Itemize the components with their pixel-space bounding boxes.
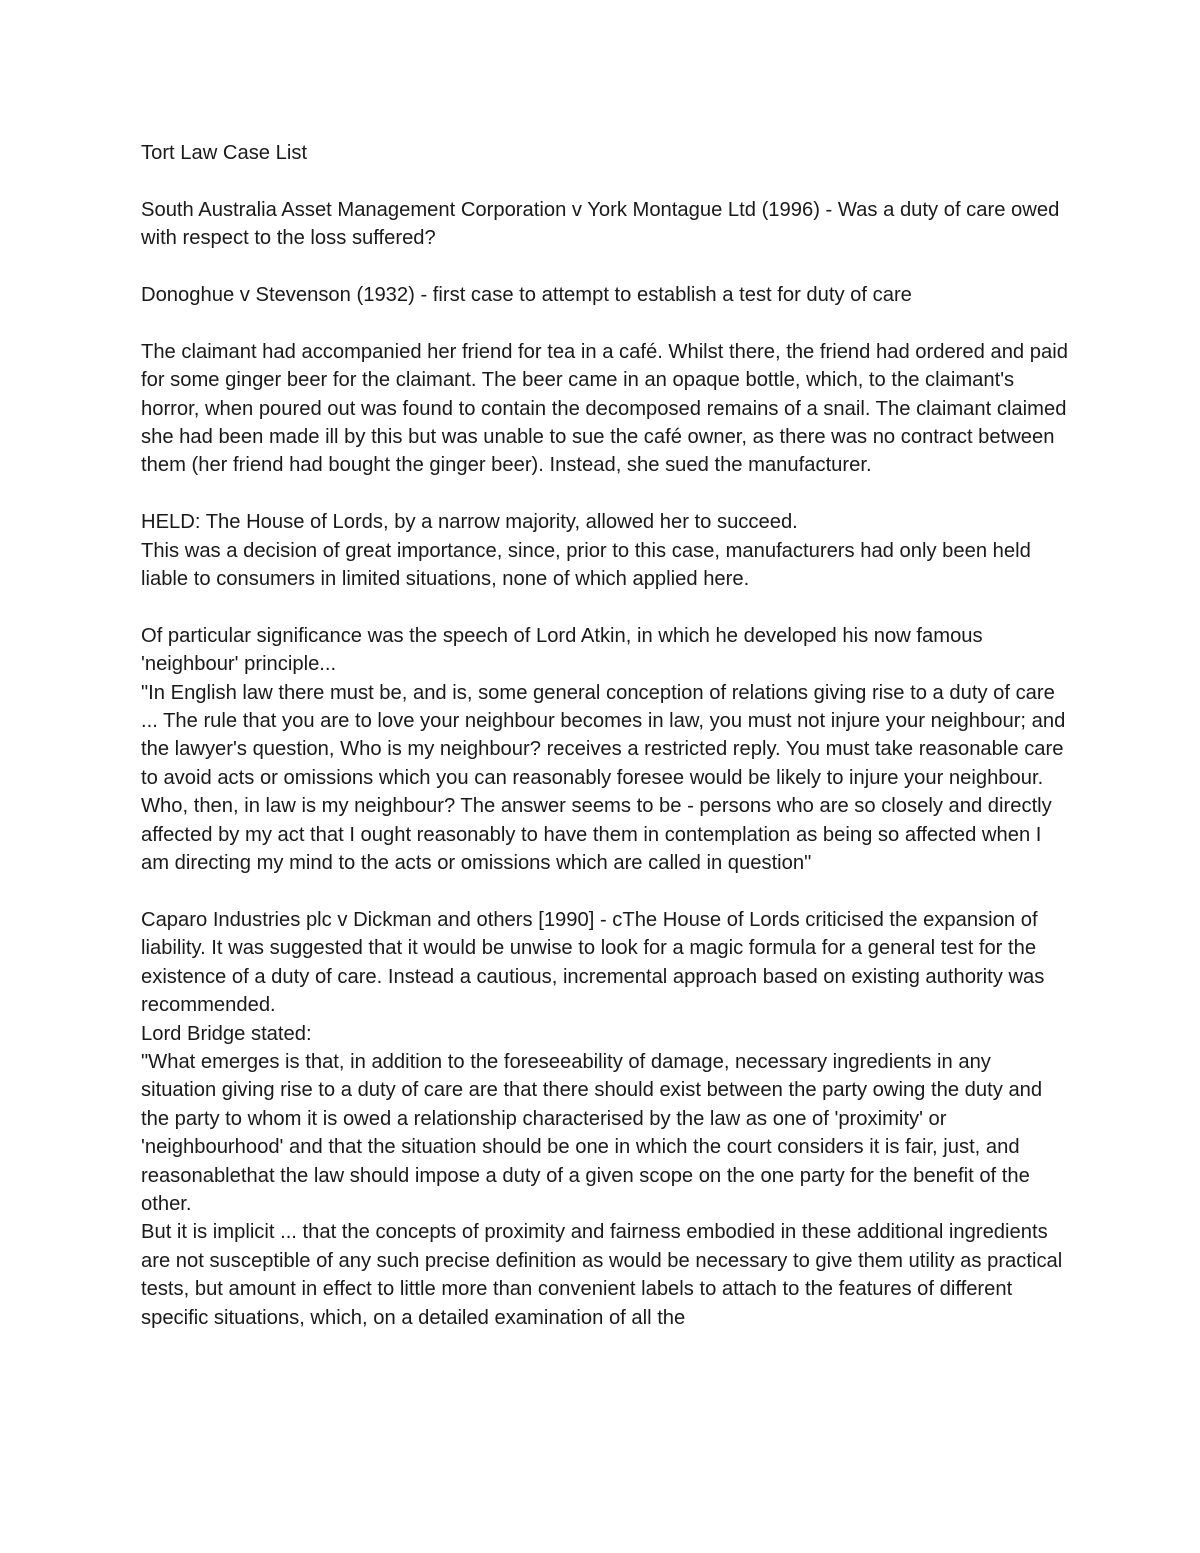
bridge-intro: Lord Bridge stated: <box>141 1022 312 1045</box>
case-heading-saamco: South Australia Asset Management Corporation v York Montague Ltd (1996) - Was a duty of care owed with respect to the loss suffered? <box>141 198 1060 250</box>
bridge-quote-part1: "What emerges is that, in addition to the foreseeability of damage, necessary ingredients in any situation giving rise to a duty of care are that there should exist between the party owing the duty and the party to whom it is owed a relationship characterised by the law as one of 'proximity' or 'neighbourhood' and that the situation should be one in which the court considers it is fair, just, and reasonablethat the law should impose a duty of a given scope on the one party for the benefit of the other. <box>141 1050 1043 1215</box>
document-title: Tort Law Case List <box>141 142 308 164</box>
case-held-donoghue: HELD: The House of Lords, by a narrow majority, allowed her to succeed. <box>141 511 798 534</box>
bridge-quote-part2: But it is implicit ... that the concepts of proximity and fairness embodied in these additional ingredients are not susceptible of any such precise definition as would be necessary to give them utility as practical tests, but amount in effect to little more than convenient labels to attach to the features of different specific situations, which, on a detailed examination of all the <box>141 1221 1063 1329</box>
case-facts-donoghue: The claimant had accompanied her friend for tea in a café. Whilst there, the friend had ordered and paid for some ginger beer for the claimant. The beer came in an opaque bottle, which, to the claimant's horror, when poured out was found to contain the decomposed remains of a snail. The claimant claimed she had been made ill by this but was unable to sue the café owner, as there was no contract between them (her friend had bought the ginger beer). Instead, she sued the manufacturer. <box>141 340 1068 477</box>
case-heading-donoghue: Donoghue v Stevenson (1932) - first case to attempt to establish a test for duty of care <box>141 284 912 306</box>
document-page <box>141 139 1071 1332</box>
atkin-quote: "In English law there must be, and is, some general conception of relations giving rise to a duty of care ... The rule that you are to love your neighbour becomes in law, you must not injure your neighbour; and the lawyer's question, Who is my neighbour? receives a restricted reply. You must take reasonable care to avoid acts or omissions which you can reasonably foresee would be likely to injure your neighbour. Who, then, in law is my neighbour? The answer seems to be - persons who are so closely and directly affected by my act that I ought reasonably to have them in contemplation as being so affected when I am directing my mind to the acts or omissions which are called in question" <box>141 681 1066 875</box>
case-importance-donoghue: This was a decision of great importance, since, prior to this case, manufacturers had only been held liable to consumers in limited situations, none of which applied here. <box>141 539 1031 591</box>
case-heading-caparo: Caparo Industries plc v Dickman and others [1990] - cThe House of Lords criticised the expansion of liability. It was suggested that it would be unwise to look for a magic formula for a general test for the existence of a duty of care. Instead a cautious, incremental approach based on existing authority was recommended. <box>141 908 1045 1017</box>
atkin-intro: Of particular significance was the speech of Lord Atkin, in which he developed his now famous 'neighbour' principle... <box>141 624 983 676</box>
